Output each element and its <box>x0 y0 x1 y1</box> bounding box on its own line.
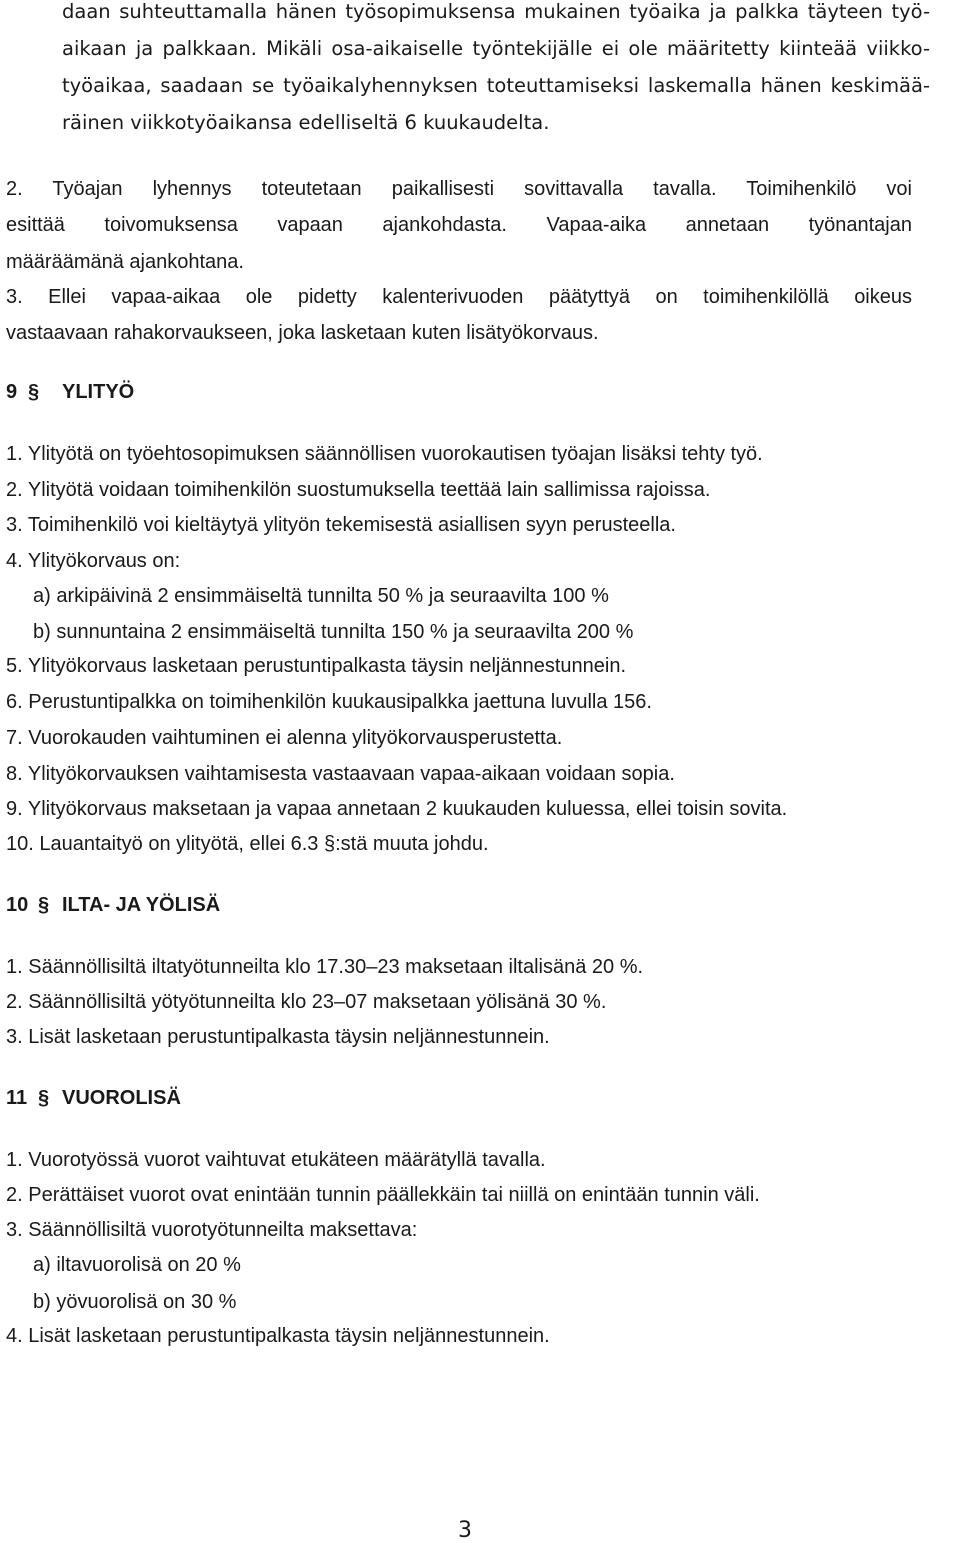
section-number: 11 <box>6 1087 28 1109</box>
intro-line: räinen viikkotyöaikansa edelliseltä 6 kuukaudelta. <box>62 111 550 134</box>
list-item: 3. Lisät lasketaan perustuntipalkasta täysin neljännestunnein. <box>6 1026 550 1048</box>
section-heading-ilta-ja-yolisa <box>6 892 220 918</box>
intro-line: työaikaa, saadaan se työaikalyhennyksen toteuttamiseksi laskemalla hänen keskimää- <box>62 74 930 97</box>
sub-list-item: a) arkipäivinä 2 ensimmäiseltä tunnilta 50 % ja seuraavilta 100 % <box>33 585 609 607</box>
list-item: 3. Säännöllisiltä vuorotyötunneilta maksettava: <box>6 1219 418 1241</box>
list-item: 4. Lisät lasketaan perustuntipalkasta täysin neljännestunnein. <box>6 1325 550 1347</box>
list-item: 1. Säännöllisiltä iltatyötunneilta klo 17.30–23 maksetaan iltalisänä 20 %. <box>6 956 644 978</box>
intro-line: aikaan ja palkkaan. Mikäli osa-aikaiselle työntekijälle ei ole määritetty kiinteää viikko- <box>62 37 930 60</box>
section-number: 9 <box>6 381 18 403</box>
list-item: 4. Ylityökorvaus on: <box>6 550 181 572</box>
list-item: 3. Toimihenkilö voi kieltäytyä ylityön tekemisestä asiallisen syyn perusteella. <box>6 514 676 536</box>
list-item: 1. Vuorotyössä vuorot vaihtuvat etukäteen määrätyllä tavalla. <box>6 1149 546 1171</box>
list-item: 8. Ylityökorvauksen vaihtamisesta vastaavaan vapaa-aikaan voidaan sopia. <box>6 763 675 785</box>
list-item: 2. Perättäiset vuorot ovat enintään tunnin päällekkäin tai niillä on enintään tunnin väli. <box>6 1184 760 1206</box>
section-symbol: § <box>38 894 50 916</box>
section-title: YLITYÖ <box>62 381 135 403</box>
list-item-line: 3. Ellei vapaa-aikaa ole pidetty kalenterivuoden päätyttyä on toimihenkilöllä oikeus <box>6 286 912 308</box>
section-number: 10 <box>6 894 29 916</box>
list-item: 2. Ylityötä voidaan toimihenkilön suostumuksella teettää lain sallimissa rajoissa. <box>6 479 711 501</box>
list-item-line: 2. Työajan lyhennys toteutetaan paikallisesti sovittavalla tavalla. Toimihenkilö voi <box>6 178 912 200</box>
list-item-line: määräämänä ajankohtana. <box>6 251 244 273</box>
page-number: 3 <box>458 1518 472 1543</box>
list-item: 10. Lauantaityö on ylityötä, ellei 6.3 §:stä muuta johdu. <box>6 833 489 855</box>
list-item-line: vastaavaan rahakorvaukseen, joka lasketaan kuten lisätyökorvaus. <box>6 322 599 344</box>
list-item-line: esittää toivomuksensa vapaan ajankohdasta. Vapaa-aika annetaan työnantajan <box>6 214 912 236</box>
intro-line: daan suhteuttamalla hänen työsopimuksensa mukainen työaika ja palkka täyteen työ- <box>62 0 930 23</box>
list-item: 9. Ylityökorvaus maksetaan ja vapaa annetaan 2 kuukauden kuluessa, ellei toisin sovita. <box>6 798 788 820</box>
sub-list-item: b) sunnuntaina 2 ensimmäiseltä tunnilta 150 % ja seuraavilta 200 % <box>33 621 634 643</box>
section-heading-ylityo <box>6 379 134 405</box>
sub-list-item: b) yövuorolisä on 30 % <box>33 1291 237 1313</box>
section-symbol: § <box>28 381 40 403</box>
list-item: 6. Perustuntipalkka on toimihenkilön kuukausipalkka jaettuna luvulla 156. <box>6 691 652 713</box>
section-title: ILTA- JA YÖLISÄ <box>62 894 221 916</box>
section-title: VUOROLISÄ <box>62 1087 181 1109</box>
list-item: 2. Säännöllisiltä yötyötunneilta klo 23–07 maksetaan yölisänä 30 %. <box>6 991 607 1013</box>
sub-list-item: a) iltavuorolisä on 20 % <box>33 1254 241 1276</box>
list-item: 1. Ylityötä on työehtosopimuksen säännöllisen vuorokautisen työajan lisäksi tehty työ. <box>6 443 763 465</box>
section-symbol: § <box>38 1087 50 1109</box>
list-item: 7. Vuorokauden vaihtuminen ei alenna ylityökorvausperustetta. <box>6 727 563 749</box>
list-item: 5. Ylityökorvaus lasketaan perustuntipalkasta täysin neljännestunnein. <box>6 655 627 677</box>
section-heading-vuorolisa <box>6 1085 181 1111</box>
